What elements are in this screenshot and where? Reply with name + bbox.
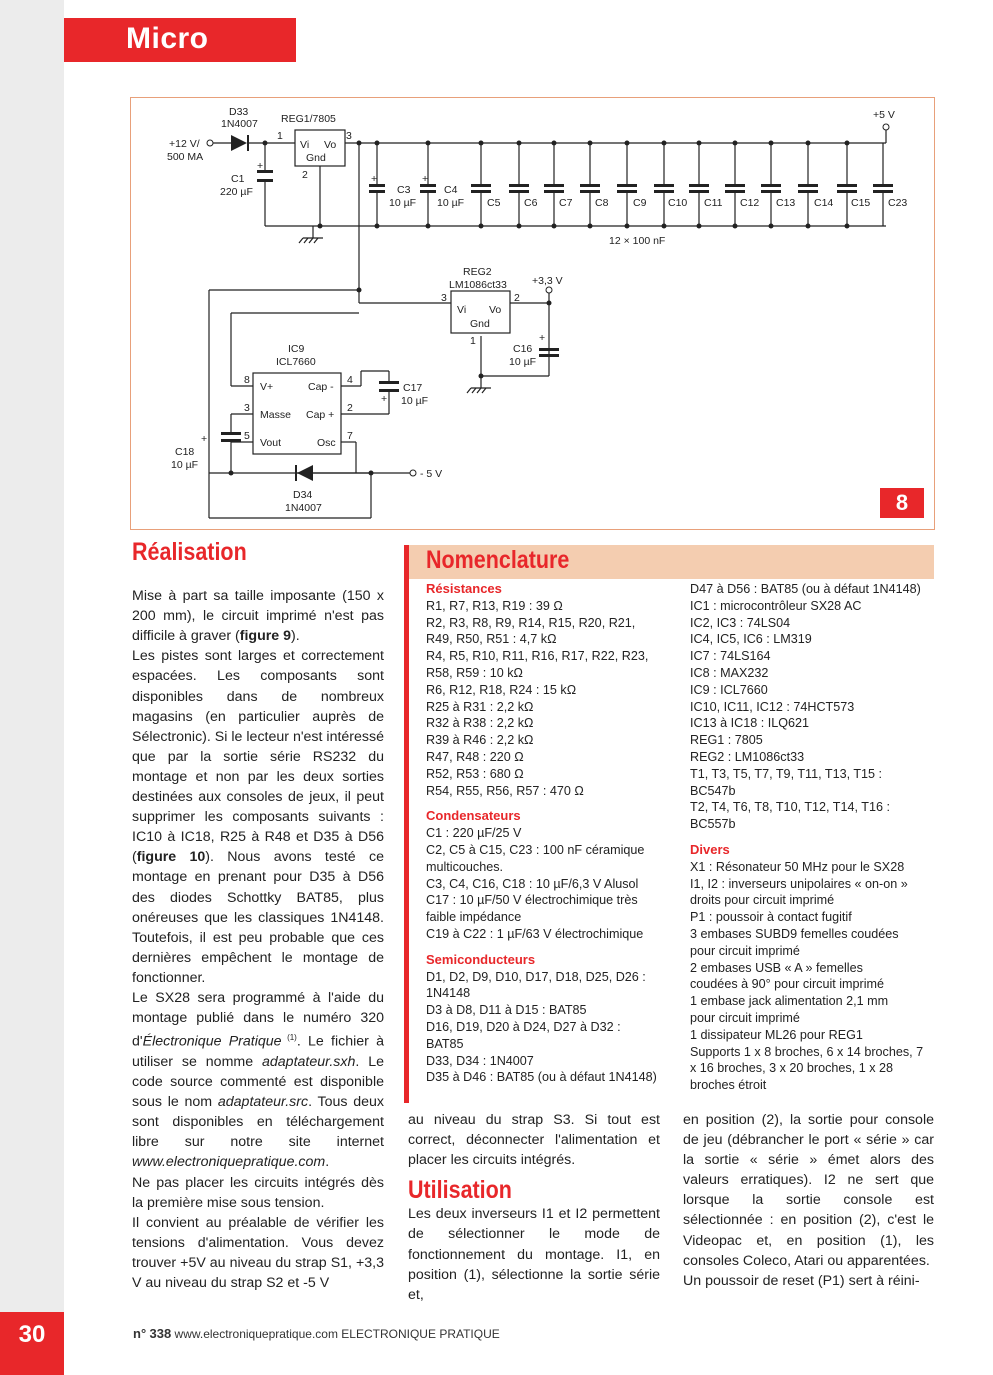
- footer-magazine: ELECTRONIQUE PRATIQUE: [341, 1327, 500, 1341]
- middle-paragraph: au niveau du strap S3. Si tout est correct, déconnecter l'alimentation et placer les circuits intégrés.: [408, 1112, 660, 1169]
- nomenclature-side-bar: [404, 545, 409, 1103]
- label-c15: C15: [851, 197, 871, 209]
- label-reg2-type: LM1086ct33: [449, 279, 507, 291]
- nomenclature-item: IC8 : MAX232: [690, 665, 769, 680]
- label-ic9-p5: 5: [244, 430, 250, 442]
- label-c10: C10: [668, 197, 688, 209]
- label-reg1-gnd: Gnd: [306, 152, 326, 164]
- nomenclature-item: 1N4148: [426, 986, 471, 1001]
- nomenclature-item: D3 à D8, D11 à D15 : BAT85: [426, 1003, 587, 1018]
- nomenclature-item: R52, R53 : 680 Ω: [426, 766, 524, 781]
- utilisation-paragraph: Les deux inverseurs I1 et I2 permettent de sélectionner le mode de fonctionnement du montage. I1, en position (1), sélectionne la sortie série et,: [408, 1206, 660, 1303]
- label-pin2: 2: [302, 169, 308, 181]
- label-minus5v: - 5 V: [420, 468, 443, 480]
- label-c16-plus: +: [539, 332, 546, 344]
- label-reg1-vo: Vo: [324, 139, 337, 151]
- label-c4-value: 10 µF: [437, 197, 465, 209]
- label-reg2-pin2: 2: [514, 292, 520, 304]
- nomenclature-item: 2 embases USB « A » femelles: [690, 960, 863, 975]
- label-c3: C3: [397, 184, 411, 196]
- utilisation-heading: Utilisation: [408, 1176, 512, 1205]
- label-c7: C7: [559, 197, 573, 209]
- realisation-paragraph-4: Ne pas placer les circuits intégrés dès la première mise sous tension.: [132, 1174, 384, 1211]
- text: ).: [291, 628, 300, 645]
- text: . Le code source commenté est disponible sous le nom: [132, 1053, 384, 1111]
- nomenclature-subheading: Divers: [690, 841, 730, 857]
- label-caps-note: 12 × 100 nF: [609, 235, 666, 247]
- label-ic9-vplus: V+: [260, 381, 274, 393]
- nomenclature-subheading: Semiconducteurs: [426, 951, 536, 967]
- nomenclature-item: R2, R3, R8, R9, R14, R15, R20, R21,: [426, 615, 636, 630]
- label-reg2-pin3: 3: [441, 292, 447, 304]
- nomenclature-item: BC547b: [690, 783, 736, 798]
- nomenclature-item: x 16 broches, 3 x 20 broches, 1 x 28: [690, 1061, 894, 1076]
- realisation-paragraph-3: [132, 988, 384, 1173]
- middle-column: [408, 1110, 660, 1305]
- nomenclature-item: R6, R12, R18, R24 : 15 kΩ: [426, 682, 577, 697]
- section-tab: [64, 18, 296, 62]
- nomenclature-item: droits pour circuit imprimé: [690, 893, 835, 908]
- label-c16-value: 10 µF: [509, 356, 537, 368]
- nomenclature-item: BC557b: [690, 817, 736, 832]
- nomenclature-item: IC10, IC11, IC12 : 74HCT573: [690, 699, 855, 714]
- nomenclature-heading: Nomenclature: [426, 546, 570, 574]
- nomenclature-item: faible impédance: [426, 910, 522, 925]
- label-c12: C12: [740, 197, 760, 209]
- nomenclature-item: D16, D19, D20 à D24, D27 à D32 :: [426, 1019, 621, 1034]
- nomenclature-item: I1, I2 : inverseurs unipolaires « on-on »: [690, 876, 908, 891]
- label-c17-value: 10 µF: [401, 395, 429, 407]
- label-reg2: REG2: [463, 266, 492, 278]
- nomenclature-item: R32 à R38 : 2,2 kΩ: [426, 716, 534, 731]
- label-c16: C16: [513, 343, 533, 355]
- label-reg2-pin1: 1: [470, 335, 476, 347]
- realisation-paragraph-2: [132, 646, 384, 988]
- schematic-diagram: [131, 98, 934, 529]
- text: . Tous deux sont disponibles en téléchargement libre sur notre site internet: [132, 1094, 384, 1151]
- label-c6: C6: [524, 197, 538, 209]
- issue-prefix: n°: [133, 1326, 147, 1341]
- nomenclature-item: C3, C4, C16, C18 : 10 µF/6,3 V Alusol: [426, 876, 639, 891]
- nomenclature-item: R54, R55, R56, R57 : 470 Ω: [426, 783, 584, 798]
- text: Les pistes sont larges et correctement espacées. Les composants sont disponibles dans de nombreux magasins (en particulier auprès de Sélectronic). Si le lecteur n'est intéressé que par la sortie série RS232 du montage et non par les deux sorties destinées aux consoles de jeux, il peut supprimer les composants suivants : IC10 à IC18, R25 à R48 et D35 à D56 (: [132, 648, 384, 866]
- nomenclature-box: [404, 545, 934, 1103]
- label-ic9-p8: 8: [244, 374, 250, 386]
- label-c14: C14: [814, 197, 834, 209]
- label-c5: C5: [487, 197, 501, 209]
- label-c23: C23: [888, 197, 908, 209]
- nomenclature-item: T1, T3, T5, T7, T9, T11, T13, T15 :: [690, 766, 883, 781]
- nomenclature-column-2: [690, 581, 940, 1094]
- label-c8: C8: [595, 197, 609, 209]
- nomenclature-item: IC13 à IC18 : ILQ621: [690, 716, 810, 731]
- nomenclature-item: D33, D34 : 1N4007: [426, 1053, 534, 1068]
- realisation-heading: Réalisation: [132, 538, 247, 566]
- label-c17-plus: +: [381, 393, 388, 405]
- magazine-name: Électronique Pratique: [142, 1033, 282, 1050]
- nomenclature-item: Supports 1 x 8 broches, 6 x 14 broches, 7: [690, 1044, 924, 1059]
- nomenclature-item: R25 à R31 : 2,2 kΩ: [426, 699, 534, 714]
- nomenclature-item: P1 : poussoir à contact fugitif: [690, 910, 852, 925]
- label-ic9-vout: Vout: [260, 437, 282, 449]
- label-pin3: 3: [346, 130, 352, 142]
- label-c17: C17: [403, 382, 423, 394]
- nomenclature-item: IC2, IC3 : 74LS04: [690, 615, 791, 630]
- label-c9: C9: [633, 197, 647, 209]
- label-c13: C13: [776, 197, 796, 209]
- nomenclature-column-1: [426, 581, 676, 1086]
- nomenclature-item: 1 dissipateur ML26 pour REG1: [690, 1027, 863, 1042]
- text: ). Nous avons testé ce montage en prenant pour D35 à D56 des diodes Schottky BAT85, plus onéreuses que les classiques 1N4148. Toutefois, il est peu probable que ces dernières empêchent le montage de fonctionner.: [132, 849, 384, 986]
- label-d33-type: 1N4007: [221, 118, 258, 130]
- realisation-paragraph-1: [132, 586, 384, 646]
- label-c11: C11: [704, 197, 723, 209]
- label-c1: C1: [231, 173, 245, 185]
- label-c18-plus: +: [201, 433, 208, 445]
- label-ic9-capp: Cap +: [306, 409, 335, 421]
- nomenclature-item: C1 : 220 µF/25 V: [426, 826, 522, 841]
- issue-number: 338: [149, 1326, 172, 1341]
- label-c3-plus: +: [371, 173, 378, 185]
- nomenclature-item: 1 embase jack alimentation 2,1 mm: [690, 994, 889, 1009]
- label-c18: C18: [175, 446, 195, 458]
- diode-d33: [231, 135, 247, 151]
- right-paragraph-2: Un poussoir de reset (P1) sert à réini-: [683, 1272, 920, 1289]
- label-ic9-osc: Osc: [317, 437, 336, 449]
- nomenclature-item: R58, R59 : 10 kΩ: [426, 665, 523, 680]
- nomenclature-item: REG1 : 7805: [690, 733, 763, 748]
- nomenclature-item: IC4, IC5, IC6 : LM319: [690, 632, 812, 647]
- label-pin1: 1: [277, 130, 283, 142]
- label-ic9: IC9: [288, 343, 305, 355]
- text: . Le fichier à utiliser se nomme: [132, 1033, 385, 1070]
- label-input-v: +12 V/: [169, 138, 200, 150]
- figure-number-badge: 8: [880, 488, 924, 518]
- page-number: 30: [0, 1312, 64, 1375]
- nomenclature-item: R39 à R46 : 2,2 kΩ: [426, 733, 534, 748]
- label-ic9-masse: Masse: [260, 409, 291, 421]
- label-input-ma: 500 MA: [167, 151, 204, 163]
- label-d33: D33: [229, 106, 249, 118]
- nomenclature-subheading: Condensateurs: [426, 808, 521, 824]
- nomenclature-header: [404, 545, 934, 579]
- nomenclature-item: REG2 : LM1086ct33: [690, 749, 805, 764]
- nomenclature-subheading: Résistances: [426, 581, 502, 596]
- nomenclature-item: R49, R50, R51 : 4,7 kΩ: [426, 632, 557, 647]
- left-margin-bar: [0, 0, 64, 1375]
- label-ic9-type: ICL7660: [276, 356, 316, 368]
- text: Le SX28 sera programmé à l'aide du montage publié dans le numéro 320 d': [132, 989, 384, 1050]
- label-c4: C4: [444, 184, 458, 196]
- figure-9-ref: figure 9: [239, 628, 292, 645]
- label-ic9-p4: 4: [347, 374, 353, 386]
- realisation-paragraph-5: Il convient au préalable de vérifier les tensions d'alimentation. Vous devez trouver +5V au niveau du strap S1, +3,3 V au niveau du strap S2 et -5 V: [132, 1214, 384, 1292]
- diode-d34: [297, 465, 313, 481]
- nomenclature-item: D47 à D56 : BAT85 (ou à défaut 1N4148): [690, 582, 921, 596]
- filename-sxh: adaptateur.sxh: [262, 1053, 356, 1070]
- label-reg2-gnd: Gnd: [470, 318, 490, 330]
- label-reg2-vi: Vi: [457, 304, 467, 316]
- label-reg1-vi: Vi: [300, 139, 310, 151]
- footer: [133, 1326, 500, 1341]
- nomenclature-item: pour circuit imprimé: [690, 1010, 800, 1025]
- filename-src: adaptateur.src: [217, 1094, 309, 1111]
- label-reg2-vo: Vo: [489, 304, 502, 316]
- label-plus5v: +5 V: [873, 109, 895, 121]
- nomenclature-item: R4, R5, R10, R11, R16, R17, R22, R23,: [426, 649, 649, 664]
- label-plus33: +3,3 V: [532, 275, 563, 287]
- schematic-figure: [130, 97, 935, 530]
- website-url: www.electroniquepratique.com: [132, 1154, 326, 1171]
- nomenclature-item: IC7 : 74LS164: [690, 649, 771, 664]
- nomenclature-item: IC1 : microcontrôleur SX28 AC: [690, 598, 862, 613]
- nomenclature-item: C17 : 10 µF/50 V électrochimique très: [426, 893, 638, 908]
- nomenclature-item: multicouches.: [426, 859, 503, 874]
- label-ic9-p7: 7: [347, 430, 353, 442]
- label-c3-value: 10 µF: [389, 197, 417, 209]
- nomenclature-item: coudées à 90° pour circuit imprimé: [690, 977, 885, 992]
- realisation-column: [132, 538, 385, 1293]
- label-reg1: REG1/7805: [281, 113, 336, 125]
- label-c4-plus: +: [422, 173, 429, 185]
- label-d34-type: 1N4007: [285, 502, 322, 514]
- nomenclature-item: BAT85: [426, 1036, 464, 1051]
- label-ic9-p3: 3: [244, 402, 250, 414]
- nomenclature-item: R1, R7, R13, R19 : 39 Ω: [426, 598, 563, 613]
- right-paragraph-1: en position (2), la sortie pour console de jeu (débrancher le port « série » car la sortie « série » émet alors des valeurs erratiques). I2 ne sert que lorsque la sortie console est sélectionnée : en position (2), c'est le Videopac et, en position (1), les consoles Coleco, Atari ou apparentées.: [683, 1112, 934, 1269]
- label-d34: D34: [293, 489, 313, 501]
- nomenclature-item: IC9 : ICL7660: [690, 682, 768, 697]
- nomenclature-item: pour circuit imprimé: [690, 943, 800, 958]
- section-title: Micro: [126, 22, 209, 55]
- nomenclature-item: D35 à D46 : BAT85 (ou à défaut 1N4148): [426, 1070, 657, 1085]
- nomenclature-item: broches étroit: [690, 1078, 767, 1093]
- right-column: [683, 1110, 934, 1291]
- label-ic9-p2: 2: [347, 402, 353, 414]
- text: .: [325, 1154, 330, 1171]
- label-c1-value: 220 µF: [220, 186, 253, 198]
- text: Mise à part sa taille imposante (150 x 200 mm), le circuit imprimé n'est pas difficile à graver (: [132, 588, 384, 645]
- nomenclature-item: 3 embases SUBD9 femelles coudées: [690, 926, 899, 941]
- nomenclature-item: X1 : Résonateur 50 MHz pour le SX28: [690, 859, 905, 874]
- footer-website: www.electroniquepratique.com: [174, 1327, 338, 1341]
- label-ic9-capm: Cap -: [308, 381, 334, 393]
- label-c1-plus: +: [257, 160, 264, 172]
- footnote-ref: (1): [281, 1033, 297, 1043]
- nomenclature-item: T2, T4, T6, T8, T10, T12, T14, T16 :: [690, 800, 890, 815]
- nomenclature-item: D1, D2, D9, D10, D17, D18, D25, D26 :: [426, 969, 646, 984]
- nomenclature-item: C2, C5 à C15, C23 : 100 nF céramique: [426, 842, 645, 857]
- nomenclature-item: R47, R48 : 220 Ω: [426, 749, 524, 764]
- nomenclature-item: C19 à C22 : 1 µF/63 V électrochimique: [426, 926, 644, 941]
- figure-10-ref: figure 10: [136, 849, 206, 866]
- label-c18-value: 10 µF: [171, 459, 199, 471]
